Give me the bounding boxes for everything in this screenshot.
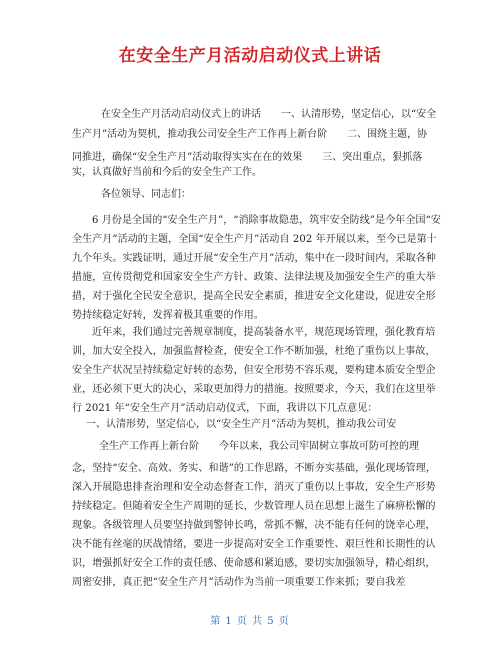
toc-line-1: 在安全生产月活动启动仪式上的讲话 一、认清形势，坚定信心，以“安全: [101, 109, 437, 120]
paragraph-3-block: [72, 459, 444, 592]
paragraph: 6 月份是全国的“安全生产月”，“消除事故隐患，筑牢安全防线”是今年全国“安全生产月”活动的主题，全国“安全生产月”活动自 202 年开展以来，至今已是第十九个年头。实践证明，通过开展“安全生产月”活动，集中在一段时间内，采取各种措施，宣传贯彻党和国家安全生产方针、政策、法律法规及加强安全生产的重大举措，对于强化全民安全意识，提高全民安全素质，推进安全文化建设，促进安全形势持续稳定好转，发挥着极其重要的作用。: [72, 215, 441, 321]
paragraph: 近年来，我们通过完善规章制度，提高装备水平，规范现场管理，强化教育培训，加大安全投入，加强监督检查，使安全工作不断加强，杜绝了重伤以上事故，安全生产状况呈持续稳定好转的态势，但安全形势不容乐观，要构建本质安全型企业，还必须下更大的决心，采取更加得力的措施。按照要求，今天，我们在这里举行 2021 年“安全生产月”活动启动仪式，下面，我讲以下几点意见：: [72, 327, 436, 414]
section-1-heading-cont: 全生产工作再上新台阶 今年以来，我公司牢固树立事故可防可控的理: [99, 441, 419, 452]
toc-line-3: 同推进，确保“安全生产月”活动取得实实在在的效果 三、突出重点，狠抓落: [72, 152, 423, 163]
toc-line-4: 实，认真做好当前和今后的安全生产工作。: [72, 167, 262, 178]
document-title: 在安全生产月活动启动仪式上讲话: [118, 46, 382, 66]
paragraph-2-block: [72, 323, 444, 418]
page-footer: 第 1 页 共 5 页: [210, 616, 290, 627]
toc-line-2: 生产月”活动为契机，推动我公司安全生产工作再上新台阶 二、围绕主题，协: [72, 129, 428, 140]
section-1-heading: 一、认清形势，坚定信心，以“安全生产月”活动为契机，推动我公司安: [86, 419, 397, 430]
paragraph-1-block: [72, 211, 444, 325]
paragraph: 念，坚持“安全、高效、务实、和谐”的工作思路，不断夯实基础，强化现场管理，深入开展隐患排查治理和安全动态督查工作，消灭了重伤以上事故，安全生产形势持续稳定。但随着安全生产周期的延长，少数管理人员在思想上滋生了麻痹松懈的现象。各级管理人员要坚持做到警钟长鸣，常抓不懈，决不能有任何的饶幸心理，决不能有丝毫的厌战情绪，要进一步提高对安全工作重要性、艰巨性和长期性的认识，增强抓好安全工作的责任感、使命感和紧迫感，要切实加强领导，精心组织，周密安排，真正把“安全生产月”活动作为当前一项重要工作来抓；要自我差: [72, 463, 436, 588]
salutation: 各位领导、同志们：: [101, 189, 191, 200]
